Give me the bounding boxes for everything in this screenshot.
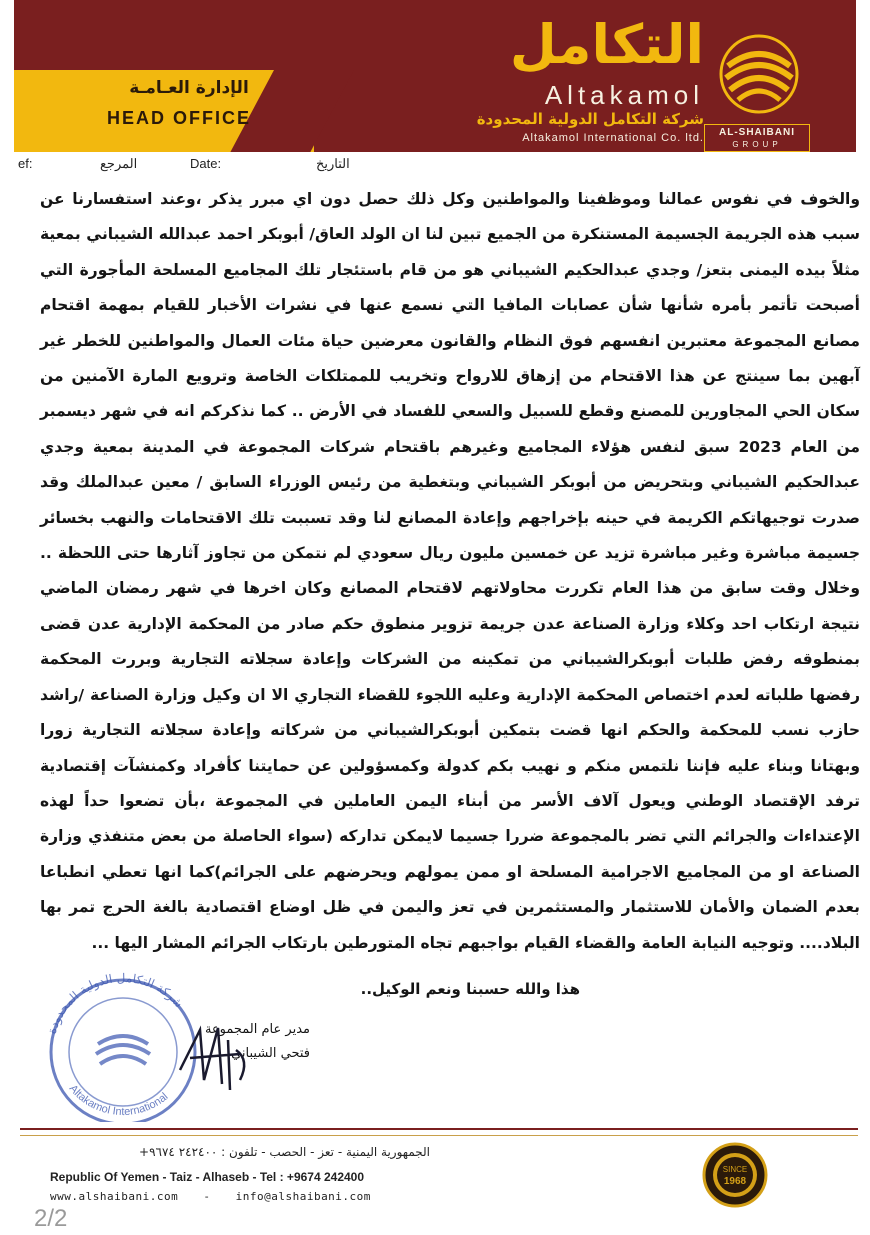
footer-website: www.alshaibani.com — [50, 1190, 179, 1203]
footer-contact-line — [50, 1190, 470, 1203]
group-badge — [704, 124, 810, 152]
signatory-name: فتحي الشيباني — [231, 1046, 310, 1061]
group-badge-line1: AL-SHAIBANI — [719, 127, 795, 138]
since-seal-icon — [702, 1142, 768, 1208]
stamp-arabic-text: شركة التكامل الدولية المحدودة — [44, 972, 187, 1036]
footer-separator: - — [203, 1190, 211, 1203]
letter-closing: هذا والله حسبنا ونعم الوكيل.. — [360, 980, 580, 998]
page-indicator: 2/2 — [34, 1205, 68, 1232]
ref-label-en: ef: — [18, 156, 33, 171]
letter-paragraph: والخوف في نفوس عمالنا وموظفينا والمواطنين وكل ذلك حصل دون اي مبرر يذكر ،وعند استفسارنا عن سبب هذه الجريمة الجسيمة المستنكرة من الجميع تبين لنا ان الولد العاق/ أبوبكر احمد عبدالله الشيباني بمعية مثلاً بيده اليمنى بتعز/ وجدي عبدالحكيم الشيباني هو من قام باستئجار تلك المجاميع المسلحة المأجورة التي أصبحت تأتمر بأمره شأنها شأن عصابات المافيا التي نسمع عنها في نشرات الأخبار للقيام بمهمة اقتحام مصانع المجموعة معتبرين انفسهم فوق النظام والقانون معرضين حياة مئات العمال والمواطنين للخطر غير آبهين بما سينتج عن هذا الاقتحام من إزهاق للارواح وتخريب للممتلكات الخاصة وترويع المارة الآمنين من سكان الحي المجاورين للمصنع وقطع للسبيل والسعي للفساد في الأرض .. كما نذكركم انه في شهر ديسمبر من العام 2023 سبق لنفس هؤلاء المجاميع وغيرهم باقتحام شركات المجموعة في المدينة بمعية وجدي عبدالحكيم الشيباني وبتحريض من أبوبكر الشيباني وبتغطية من رئيس الوزراء السابق / معين عبدالملك وقد صدرت توجيهاتكم الكريمة في حينه بإخراجهم وإعادة المصانع لنا وقد تسببت تلك الاقتحامات والنهب بخسائر جسيمة مباشرة وغير مباشرة تزيد عن خمسين مليون ريال سعودي لم نتمكن من تجاوز آثارها حتى اللحظة .. وخلال وقت سابق من هذا العام تكررت محاولاتهم لاقتحام المصانع وكان اخرها في شهر رمضان الماضي نتيجة ارتكاب احد وكلاء وزارة الصناعة عدن جريمة تزوير منطوق حكم صادر من المحكمة الإدارية عدن قضى بمنطوقه رفض طلبات أبوبكرالشيباني من تمكينه من الشركات وإعادة سجلاته التجارية وبررت المحكمة رفضها طلباته لعدم اختصاص المحكمة الإدارية وعليه اللجوء للقضاء التجاري الا ان وكيل وزارة الصناعة /راشد حازب نسب للمحكمة والحكم انها قضت بتمكين أبوبكرالشيباني من شركاته وإعادة سجلاته التجارية زورا وبهتانا وبناء عليه فإننا نلتمس منكم و نهيب بكم كدولة وكمسؤولين عن حمايتنا كأفراد وكمنشآت إقتصادية ترفد الإقتصاد الوطني ويعول آلاف الأسر من أبناء اليمن العاملين في المجموعة ،بأن تضعوا حداً لهذه الإعتداءات والجرائم التي تضر بالمجموعة ضررا جسيما لايمكن تداركه (سواء الحاصلة من بعض متنفذي وزارة الصناعة او من المجاميع الاجرامية المسلحة او ممن يمولهم ويحرضهم على الجرائم)كما انها تعطي انطباعا بعدم الضمان والأمان للاستثمار والمستثمرين في تعز واليمن في ظل اوضاع اقتصادية بالغة الحرج تمر بها البلاد.... وتوجيه النيابة العامة والقضاء القيام بواجبهم تجاه المتورطين بارتكاب الجرائم المشار اليها ... — [40, 190, 861, 952]
head-office-arabic: الإدارة العـامـة — [129, 78, 249, 98]
brand-name-arabic: التكامل — [509, 13, 704, 76]
group-badge-line2: GROUP — [732, 140, 782, 149]
company-logo-icon — [714, 22, 804, 122]
letter-body — [40, 182, 860, 961]
company-name-arabic: شركة التكامل الدولية المحدودة — [476, 110, 704, 128]
letterhead-header — [14, 0, 856, 152]
footer-divider — [20, 1128, 858, 1130]
date-label-ar: التاريخ — [316, 156, 350, 171]
head-office-english: HEAD OFFICE — [106, 108, 251, 128]
seal-year-text: 1968 — [723, 1176, 747, 1187]
stamp-english-text: Altakamol International — [66, 1082, 171, 1119]
footer-address-english: Republic Of Yemen - Taiz - Alhaseb - Tel : +9674 242400 — [50, 1170, 365, 1184]
company-name-english: Altakamol International Co. ltd. — [522, 132, 704, 144]
footer-email: info@alshaibani.com — [235, 1190, 371, 1203]
ref-label-ar: المرجع — [100, 156, 138, 171]
signatory-title: مدير عام المجموعة — [204, 1022, 310, 1037]
handwritten-signature-icon — [170, 1010, 260, 1100]
brand-name-english: Altakamol — [544, 80, 704, 110]
seal-since-text: SINCE — [722, 1165, 748, 1174]
footer-address-arabic: الجمهورية اليمنية - تعز - الحصب - تلفون : ٢٤٢٤٠٠ ٩٦٧٤+ — [139, 1145, 430, 1159]
reference-date-line — [0, 156, 870, 176]
footer-divider-thin — [20, 1135, 858, 1136]
date-label-en: Date: — [190, 156, 222, 171]
